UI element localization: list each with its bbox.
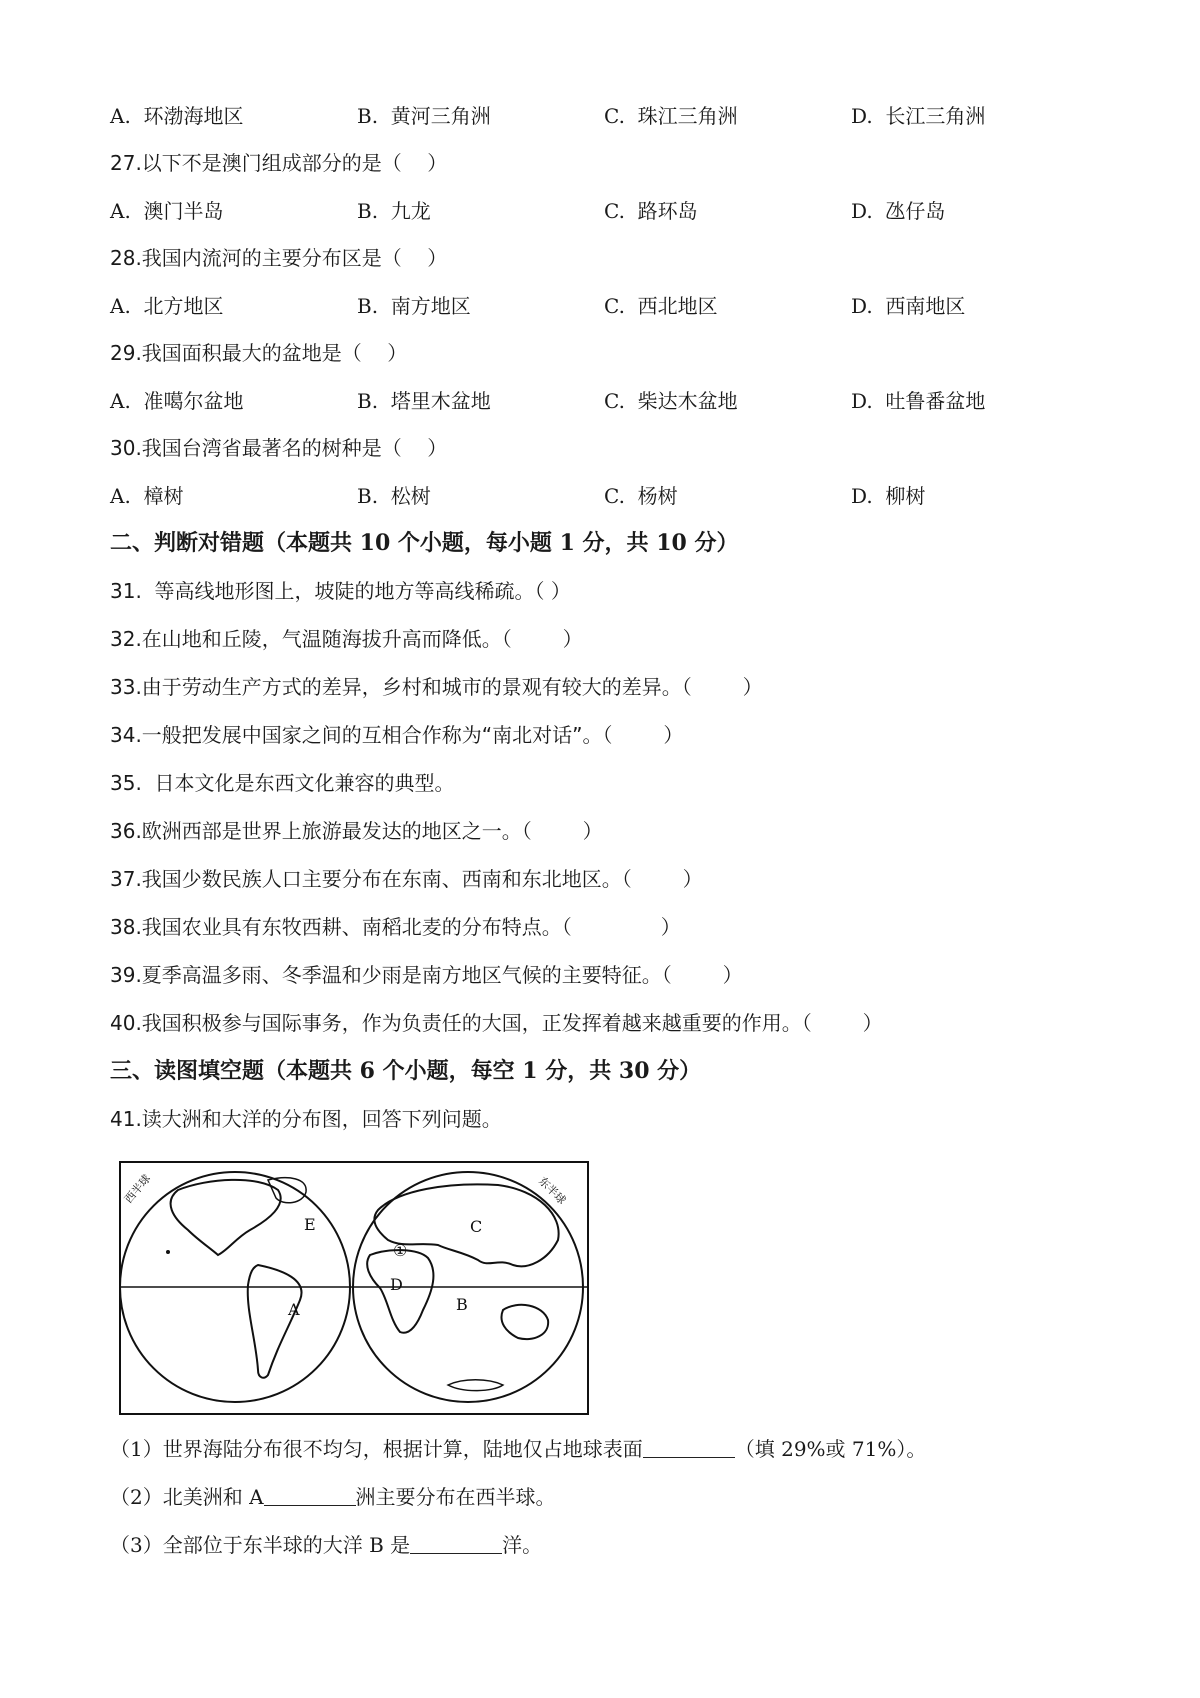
tf-item-35: 35. 日本文化是东西文化兼容的典型。 bbox=[110, 771, 455, 795]
q28-option-a: A. 北方地区 bbox=[110, 294, 224, 318]
q29-option-d: D. 吐鲁番盆地 bbox=[851, 389, 986, 413]
east-hemisphere-label: 东半球 bbox=[535, 1174, 569, 1207]
q30-option-c: C. 杨树 bbox=[604, 484, 678, 508]
q30-options bbox=[110, 483, 1110, 509]
section3-heading: 三、读图填空题（本题共 6 个小题，每空 1 分，共 30 分） bbox=[110, 1058, 702, 1084]
tf-item-36: 36.欧洲西部是世界上旅游最发达的地区之一。（ ） bbox=[110, 819, 603, 843]
greenland-shape bbox=[268, 1178, 306, 1203]
q28-options bbox=[110, 293, 1110, 319]
q28-option-d: D. 西南地区 bbox=[851, 294, 966, 318]
tf-item-34: 34.一般把发展中国家之间的互相合作称为“南北对话”。（ ） bbox=[110, 723, 684, 747]
q41-sub2 bbox=[110, 1484, 556, 1510]
q41-sub3-text: （3）全部位于东半球的大洋 B 是 bbox=[110, 1533, 411, 1557]
label-e: E bbox=[304, 1215, 316, 1234]
label-a: A bbox=[288, 1300, 300, 1319]
north-america-shape bbox=[171, 1180, 281, 1255]
q27-option-b: B. 九龙 bbox=[357, 199, 431, 223]
q41-sub1 bbox=[110, 1436, 926, 1462]
tf-item-39: 39.夏季高温多雨、冬季温和少雨是南方地区气候的主要特征。（ ） bbox=[110, 963, 743, 987]
q26-option-b: B. 黄河三角洲 bbox=[357, 104, 491, 128]
q27-option-c: C. 路环岛 bbox=[604, 199, 698, 223]
q28-option-c: C. 西北地区 bbox=[604, 294, 718, 318]
q29-option-a: A. 准噶尔盆地 bbox=[110, 389, 244, 413]
q28-stem: 28.我国内流河的主要分布区是（ ） bbox=[110, 246, 448, 270]
tf-item-38: 38.我国农业具有东牧西耕、南稻北麦的分布特点。（ ） bbox=[110, 915, 681, 939]
q26-option-a: A. 环渤海地区 bbox=[110, 104, 244, 128]
q26-option-c: C. 珠江三角洲 bbox=[604, 104, 738, 128]
q29-option-b: B. 塔里木盆地 bbox=[357, 389, 491, 413]
west-hemisphere-label: 西半球 bbox=[122, 1172, 154, 1206]
section2-heading: 二、判断对错题（本题共 10 个小题，每小题 1 分，共 10 分） bbox=[110, 530, 739, 556]
q41-sub3 bbox=[110, 1532, 542, 1558]
q41-sub2-text: （2）北美洲和 A bbox=[110, 1485, 264, 1509]
tf-item-33: 33.由于劳动生产方式的差异，乡村和城市的景观有较大的差异。（ ） bbox=[110, 675, 763, 699]
q41-sub3-blank bbox=[410, 1533, 502, 1554]
q26-options bbox=[110, 103, 1110, 129]
q27-stem: 27.以下不是澳门组成部分的是（ ） bbox=[110, 151, 448, 175]
label-c: C bbox=[470, 1217, 483, 1236]
q28-option-b: B. 南方地区 bbox=[357, 294, 471, 318]
hemisphere-map bbox=[118, 1160, 590, 1416]
island-dot bbox=[166, 1250, 170, 1254]
q41-stem: 41.读大洲和大洋的分布图，回答下列问题。 bbox=[110, 1107, 502, 1131]
q30-option-a: A. 樟树 bbox=[110, 484, 184, 508]
q27-option-d: D. 氹仔岛 bbox=[851, 199, 946, 223]
q41-sub2-suffix: 洲主要分布在西半球。 bbox=[355, 1485, 556, 1509]
australia-shape bbox=[501, 1305, 548, 1339]
q26-option-d: D. 长江三角洲 bbox=[851, 104, 986, 128]
tf-item-31: 31. 等高线地形图上，坡陡的地方等高线稀疏。（ ） bbox=[110, 579, 571, 603]
south-america-shape bbox=[248, 1265, 302, 1378]
q30-stem: 30.我国台湾省最著名的树种是（ ） bbox=[110, 436, 448, 460]
q41-sub1-blank bbox=[643, 1437, 735, 1458]
q30-option-d: D. 柳树 bbox=[851, 484, 926, 508]
q41-sub3-suffix: 洋。 bbox=[502, 1533, 543, 1557]
tf-item-37: 37.我国少数民族人口主要分布在东南、西南和东北地区。（ ） bbox=[110, 867, 703, 891]
tf-item-40: 40.我国积极参与国际事务，作为负责任的大国，正发挥着越来越重要的作用。（ ） bbox=[110, 1011, 883, 1035]
q29-options bbox=[110, 388, 1110, 414]
label-b: B bbox=[456, 1295, 468, 1314]
tf-item-32: 32.在山地和丘陵，气温随海拔升高而降低。（ ） bbox=[110, 627, 583, 651]
marker-one: ① bbox=[393, 1241, 408, 1260]
q27-option-a: A. 澳门半岛 bbox=[110, 199, 224, 223]
q41-sub1-suffix: （填 29%或 71%）。 bbox=[734, 1437, 927, 1461]
label-d: D bbox=[390, 1275, 403, 1294]
q30-option-b: B. 松树 bbox=[357, 484, 431, 508]
q41-sub1-text: （1）世界海陆分布很不均匀，根据计算，陆地仅占地球表面 bbox=[110, 1437, 643, 1461]
q29-stem: 29.我国面积最大的盆地是（ ） bbox=[110, 341, 408, 365]
antarctica-shape bbox=[448, 1380, 503, 1391]
q41-sub2-blank bbox=[264, 1485, 356, 1506]
q27-options bbox=[110, 198, 1110, 224]
q29-option-c: C. 柴达木盆地 bbox=[604, 389, 738, 413]
